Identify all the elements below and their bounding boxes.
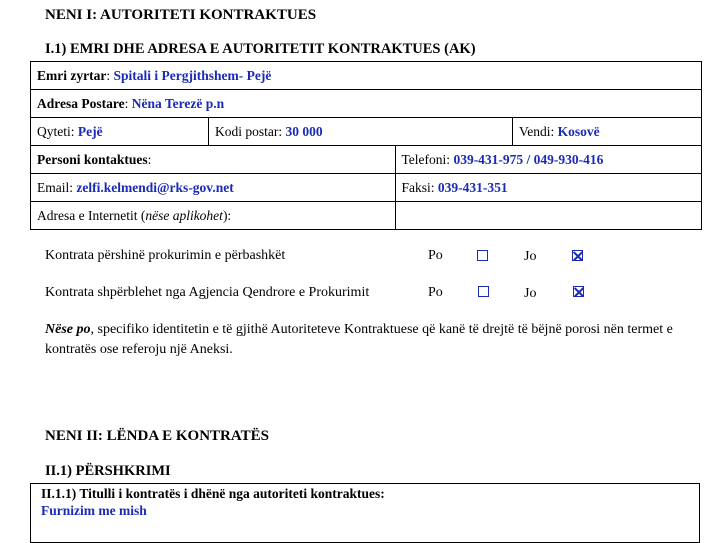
postal-code-cell: Kodi postar: 30 000: [209, 118, 513, 146]
section1-subtitle: I.1) EMRI DHE ADRESA E AUTORITETIT KONTRAKTUES (AK): [45, 41, 476, 57]
joint-no-label: Jo: [524, 249, 537, 264]
postal-address-cell: Adresa Postare: Nëna Terezë p.n: [31, 90, 702, 118]
internet-value-cell: [395, 202, 702, 230]
contract-title-label: II.1.1) Titulli i kontratës i dhënë nga autoriteti kontraktues:: [41, 486, 385, 501]
country-label: Vendi: [519, 123, 551, 139]
contact-person-label: Personi kontaktues: [37, 151, 148, 167]
fax-cell: Faksi: 039-431-351: [395, 174, 702, 202]
note-rest: , specifiko identitetin e të gjithë Autoriteteve Kontraktuese që kanë të drejtë të bëjnë porosi nën termet e kontratës ose referoju një Aneksi.: [45, 322, 673, 357]
central-agency-text: Kontrata shpërblehet nga Agjencia Qendrore e Prokurimit: [45, 285, 370, 300]
internet-note: nëse aplikohet: [145, 207, 223, 223]
joint-yes-label: Po: [428, 248, 443, 263]
section2-subtitle: II.1) PËRSHKRIMI: [45, 463, 171, 479]
joint-procurement-text: Kontrata përshinë prokurimin e përbashkët: [45, 248, 286, 263]
phone-label: Telefoni: [401, 151, 447, 167]
phone-value: 039-431-975 / 049-930-416: [453, 151, 604, 167]
section1-title: NENI I: AUTORITETI KONTRAKTUES: [45, 7, 317, 23]
fax-value: 039-431-351: [437, 179, 508, 195]
official-name-label: Emri zyrtar: [37, 67, 107, 83]
postal-code-label: Kodi postar: [215, 123, 279, 139]
email-cell: Email: zelfi.kelmendi@rks-gov.net: [31, 174, 396, 202]
internet-label: Adresa e Internetit: [37, 207, 138, 223]
internet-cell: Adresa e Internetit (nëse aplikohet):: [31, 202, 396, 230]
contract-title-value: Furnizim me mish: [41, 503, 147, 518]
central-no-label: Jo: [524, 286, 537, 301]
central-no-checkbox[interactable]: [573, 286, 584, 297]
email-value: zelfi.kelmendi@rks-gov.net: [76, 179, 234, 195]
country-cell: Vendi: Kosovë: [513, 118, 702, 146]
section2-title: NENI II: LËNDA E KONTRATËS: [45, 428, 269, 444]
city-cell: Qyteti: Pejë: [31, 118, 209, 146]
official-name-value: Spitali i Pergjithshem- Pejë: [113, 67, 272, 83]
official-name-cell: Emri zyrtar: Spitali i Pergjithshem- Pejë: [31, 62, 702, 90]
country-value: Kosovë: [557, 123, 600, 139]
joint-yes-checkbox[interactable]: [477, 250, 488, 261]
email-label: Email: [37, 179, 70, 195]
postal-address-label: Adresa Postare: [37, 95, 125, 111]
central-yes-checkbox[interactable]: [478, 286, 489, 297]
note-lead: Nëse po: [45, 322, 91, 337]
city-label: Qyteti: [37, 123, 71, 139]
contract-title-box: [30, 483, 700, 543]
postal-address-value: Nëna Terezë p.n: [131, 95, 225, 111]
city-value: Pejë: [77, 123, 103, 139]
note-paragraph: [45, 320, 705, 360]
phone-cell: Telefoni: 039-431-975 / 049-930-416: [395, 146, 702, 174]
postal-code-value: 30 000: [285, 123, 323, 139]
fax-label: Faksi: [401, 179, 431, 195]
central-yes-label: Po: [428, 285, 443, 300]
contact-person-cell: Personi kontaktues:: [31, 146, 396, 174]
joint-no-checkbox[interactable]: [572, 250, 583, 261]
contracting-authority-table: [30, 61, 702, 230]
